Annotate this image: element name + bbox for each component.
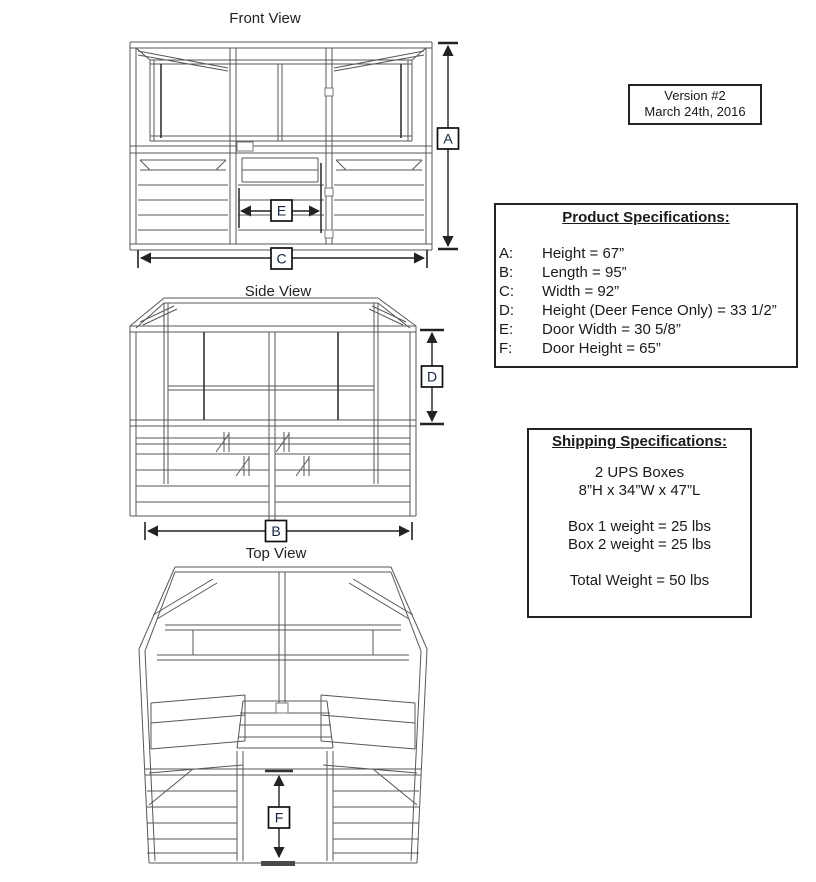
spec-row-e (496, 320, 796, 339)
spec-key: F: (499, 340, 513, 357)
dim-c (138, 248, 427, 269)
spec-row-f (496, 339, 796, 358)
spec-key: B: (499, 264, 514, 281)
shipping-box1-weight: Box 1 weight = 25 lbs (567, 518, 711, 535)
spec-value: Width = 92” (542, 283, 620, 300)
top-view-title: Top View (245, 545, 307, 562)
spec-key: E: (499, 321, 514, 338)
spec-value: Door Width = 30 5/8” (542, 321, 681, 338)
version-number: Version #2 (664, 88, 726, 103)
top-view-drawing (133, 563, 438, 877)
shipping-boxes-count: 2 UPS Boxes (594, 464, 685, 481)
dim-label-a: A (443, 130, 453, 147)
dim-label-b: B (271, 523, 281, 539)
product-specifications-title: Product Specifications: (562, 209, 730, 226)
product-specifications-box (494, 203, 798, 368)
spec-value: Height (Deer Fence Only) = 33 1/2” (542, 302, 777, 319)
spec-key: A: (499, 245, 514, 262)
front-view-title: Front View (229, 10, 301, 27)
product-specifications-rows (496, 244, 796, 358)
spec-value: Height = 67” (542, 245, 625, 262)
version-box (628, 84, 762, 125)
spec-row-d (496, 301, 796, 320)
side-view-title: Side View (244, 283, 312, 300)
dim-label-e: E (276, 202, 287, 219)
dim-d (420, 330, 444, 424)
dim-label-c: C (276, 250, 287, 267)
side-dark-posts (204, 332, 338, 420)
spec-row-c (496, 282, 796, 301)
spec-row-b (496, 263, 796, 282)
dim-label-f: F (274, 809, 284, 826)
shipping-specifications-title: Shipping Specifications: (551, 433, 727, 450)
dim-a (438, 43, 459, 249)
version-date: March 24th, 2016 (644, 104, 746, 119)
spec-row-a (496, 244, 796, 263)
dim-f (269, 776, 290, 857)
spec-key: D: (499, 302, 514, 319)
top-dark-marks (261, 703, 295, 866)
dim-label-d: D (426, 368, 438, 385)
dim-b (145, 521, 412, 542)
spec-value: Length = 95” (542, 264, 627, 281)
spec-value: Door Height = 65” (542, 340, 661, 357)
spec-key: C: (499, 283, 514, 300)
dim-e (241, 200, 319, 221)
shipping-specifications-box (527, 428, 752, 618)
shipping-box-dimensions: 8”H x 34”W x 47”L (578, 482, 701, 499)
shipping-box2-weight: Box 2 weight = 25 lbs (567, 536, 711, 553)
front-view-drawing (128, 38, 468, 273)
side-frame-lines (130, 298, 416, 520)
shipping-total-weight: Total Weight = 50 lbs (569, 572, 710, 589)
side-view-drawing (126, 294, 461, 546)
